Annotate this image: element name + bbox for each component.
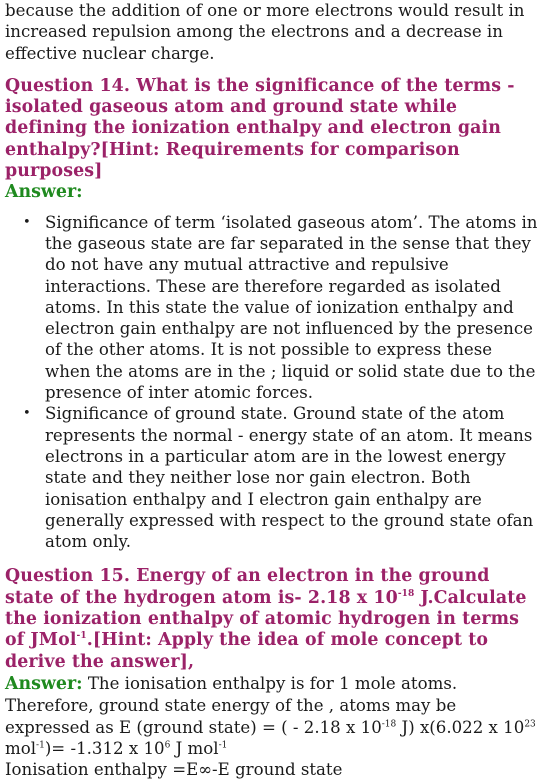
answer-14-list — [5, 212, 540, 553]
list-item: • Significance of term ‘isolated gaseous atom’. The atoms in the gaseous state are far separated in the sense that they do not have any mutual attractive and repulsive interactions. These are therefore regarded as isolated atoms. In this state the value of ionization enthalpy and electron gain enthalpy are not influenced by the presence of the other atoms. It is not possible to express these when the atoms are in the ; liquid or solid state due to the presence of inter atomic forces. — [45, 212, 540, 404]
a15-text-1: The ionisation enthalpy is for 1 mole atoms. Therefore, ground state energy of the , atoms may be expressed as E (ground state) = ( - 2.18 x 10 — [5, 673, 458, 737]
a15-text-4: )= -1.312 x 10 — [44, 738, 165, 758]
answer-14-label: Answer: — [5, 182, 83, 203]
a15-text-2: J) x(6.022 x 10 — [396, 717, 525, 737]
answer-15-paragraph — [5, 673, 540, 759]
intro-paragraph: because the addition of one or more electrons would result in increased repulsion among the electrons and a decrease in effective nuclear charge. — [5, 1, 525, 63]
q15-exponent-1: -18 — [397, 588, 415, 599]
q15-exponent-2: -1 — [76, 631, 87, 642]
a15-exponent-3: -1 — [36, 740, 45, 751]
a15-text-3: mol — [5, 738, 37, 758]
a15-exponent-5: -1 — [218, 740, 228, 751]
a15-exponent-4: 6 — [164, 740, 171, 751]
a15-text-5: J mol — [170, 738, 219, 758]
q15-text-3: .[Hint: Apply the idea of mole concept to derive the answer], — [5, 630, 489, 672]
question-15-heading — [5, 566, 540, 672]
ionisation-enthalpy-line: Ionisation enthalpy =E∞-E ground state — [5, 760, 343, 780]
a15-exponent-2: 23 — [524, 718, 536, 729]
list-item: • Significance of ground state. Ground state of the atom represents the normal - energy state of an atom. It means electrons in a particular atom are in the lowest energy state and they neither lose nor gain electron. Both ionisation enthalpy and I electron gain enthalpy are generally expressed with respect to the ground state ofan atom only. — [45, 403, 540, 552]
q15-text-1: Question 15. Energy of an electron in the ground state of the hydrogen atom is- 2.18 x 10 — [5, 566, 490, 608]
answer-15-label: Answer: — [5, 673, 83, 694]
q15-text-2: J.Calculate the ionization enthalpy of atomic hydrogen in terms of JMol — [5, 587, 527, 651]
a15-exponent-1: -18 — [381, 718, 397, 729]
question-14-heading: Question 14. What is the significance of the terms - isolated gaseous atom and ground state while defining the ionization enthalpy and electron gain enthalpy?[Hint: Requirements for comparison purposes] — [5, 75, 515, 182]
